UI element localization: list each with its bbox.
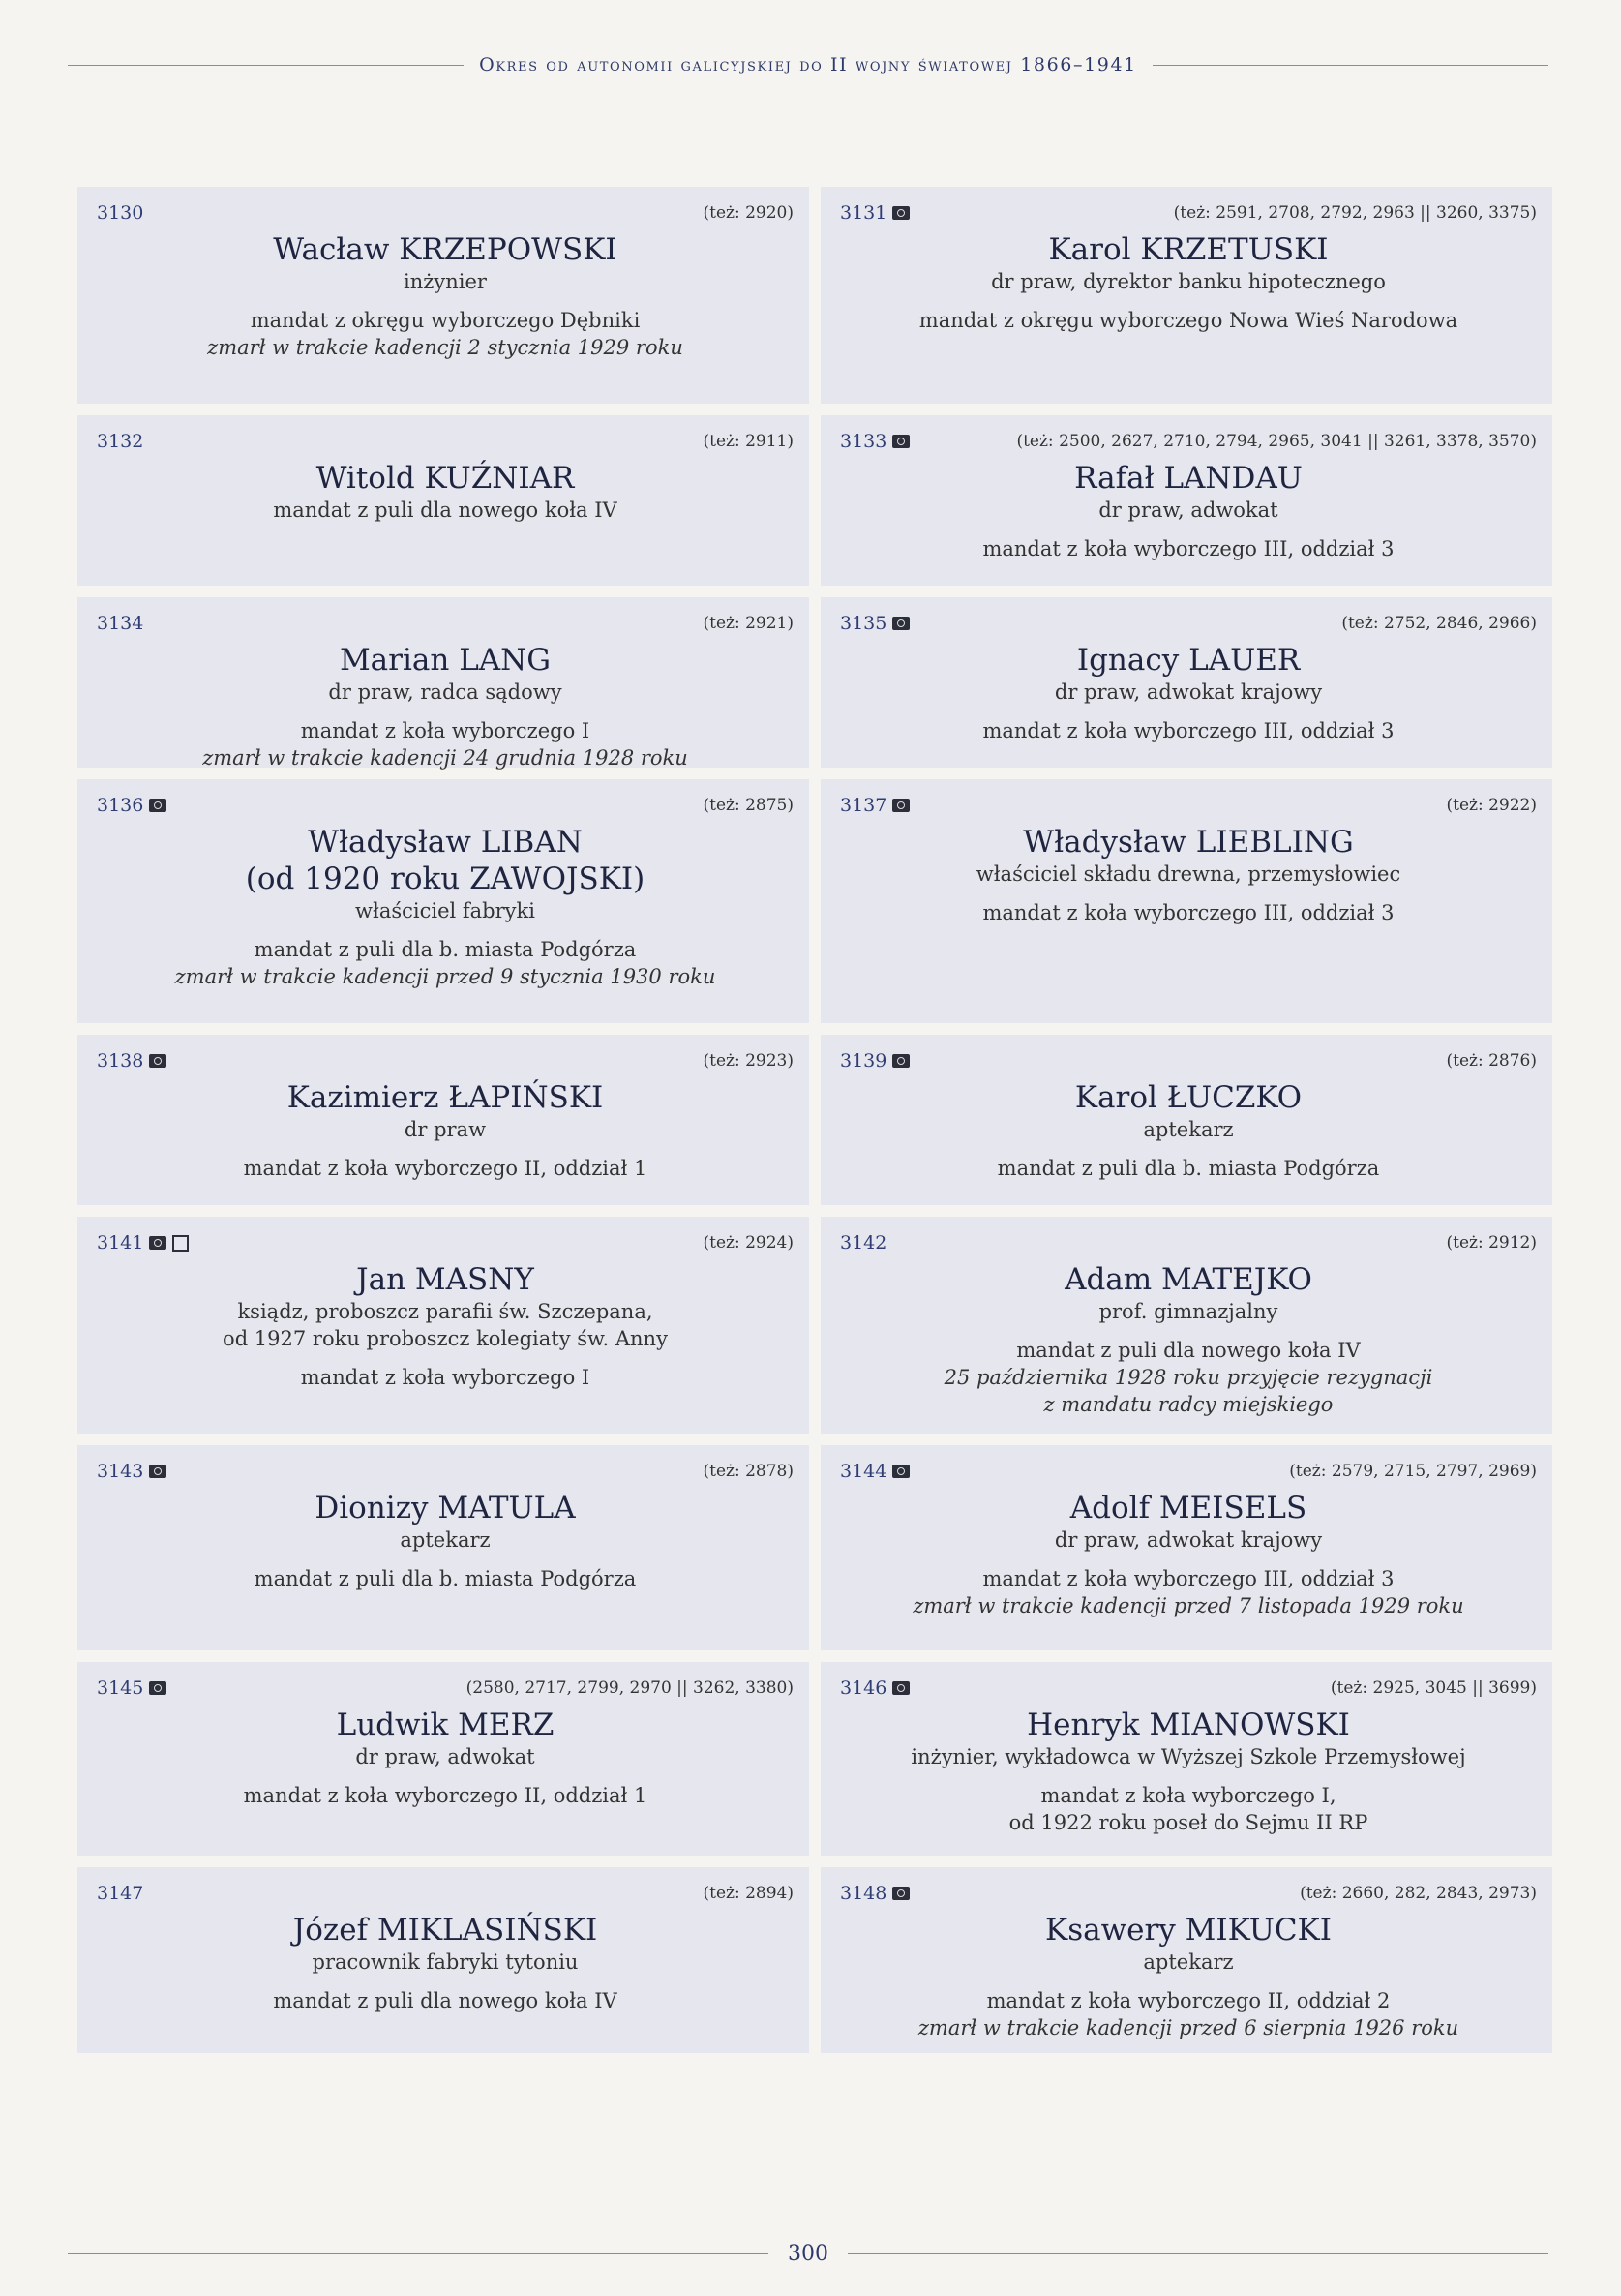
entry-refs: (też: 2878) [703,1462,794,1481]
entry-number [840,1677,910,1699]
entry-number-text: 3147 [97,1883,144,1904]
entry-card [821,187,1552,404]
entry-occupation: inżynier [404,270,487,293]
entry-card [77,415,809,586]
entry-occupation: mandat z puli dla nowego koła IV [273,498,617,522]
entry-header [97,793,794,818]
entry-body [97,460,794,524]
entry-number [840,795,910,816]
entry-header [97,1230,794,1255]
entry-occupation: od 1927 roku proboszcz kolegiaty św. Anny [223,1327,668,1350]
photo-icon [892,799,910,812]
entry-mandate: od 1922 roku poseł do Sejmu II RP [1008,1811,1368,1834]
entries-grid [77,187,1552,2053]
entry-number [97,1050,166,1072]
entry-number-text: 3130 [97,202,144,224]
entry-card [821,779,1552,1023]
photo-icon [892,1465,910,1478]
photo-icon [149,1054,166,1068]
running-title: Okres od autonomii galicyjskiej do II wojny światowej 1866–1941 [479,54,1137,76]
entry-mandate: mandat z koła wyborczego II, oddział 2 [986,1989,1391,2012]
entry-mandate: mandat z koła wyborczego II, oddział 1 [243,1784,647,1807]
entry-header [97,611,794,636]
entry-number-text: 3132 [97,431,144,452]
entry-mandate: mandat z puli dla b. miasta Podgórza [254,938,637,961]
entry-body [840,1912,1537,2041]
entry-refs: (też: 2752, 2846, 2966) [1341,614,1537,633]
entry-body [840,642,1537,744]
entry-number-text: 3145 [97,1677,144,1699]
entry-name: Ignacy LAUER [1076,643,1301,678]
entry-number [97,1232,189,1254]
photo-icon [892,1887,910,1900]
entry-mandate: mandat z koła wyborczego II, oddział 1 [243,1157,647,1180]
entry-occupation: pracownik fabryki tytoniu [312,1950,579,1974]
entry-card [77,597,809,768]
photo-icon [149,1465,166,1478]
entry-card [77,1217,809,1434]
entry-header [97,1676,794,1701]
entry-mandate: mandat z puli dla b. miasta Podgórza [997,1157,1380,1180]
entry-occupation: dr praw, adwokat krajowy [1054,680,1323,704]
entry-body [97,1079,794,1182]
entry-note: z mandatu radcy miejskiego [1043,1393,1334,1416]
entry-note: zmarł w trakcie kadencji przed 6 sierpnia 1926 roku [917,2016,1459,2039]
entry-occupation: aptekarz [1143,1118,1234,1141]
photo-icon [149,1681,166,1695]
entry-mandate: mandat z puli dla nowego koła IV [1016,1339,1361,1362]
entry-note: zmarł w trakcie kadencji przed 9 stycznia 1930 roku [174,965,716,988]
entry-occupation: aptekarz [1143,1950,1234,1974]
entry-mandate: mandat z koła wyborczego III, oddział 3 [982,1567,1395,1590]
entry-header [840,200,1537,226]
entry-note: zmarł w trakcie kadencji 24 grudnia 1928 roku [202,746,688,770]
entry-mandate: mandat z puli dla b. miasta Podgórza [254,1567,637,1590]
entry-header [840,793,1537,818]
photo-icon [892,1054,910,1068]
entry-name: Karol KRZETUSKI [1048,232,1329,267]
entry-number [840,1050,910,1072]
entry-mandate: mandat z koła wyborczego I, [1040,1784,1336,1807]
entry-header [840,429,1537,454]
photo-icon [892,1681,910,1695]
entry-body [840,460,1537,562]
entry-body [97,1490,794,1592]
entry-card [77,779,809,1023]
entry-occupation: dr praw, adwokat [1098,498,1278,522]
entry-occupation: inżynier, wykładowca w Wyższej Szkole Przemysłowej [911,1745,1466,1768]
entry-number [840,613,910,634]
entry-number-text: 3148 [840,1883,887,1904]
footer-rule-right [848,2253,1548,2254]
entry-name: Dionizy MATULA [315,1491,576,1526]
entry-mandate: mandat z koła wyborczego III, oddział 3 [982,901,1395,924]
entry-mandate: mandat z koła wyborczego I [300,719,590,742]
photo-icon [149,799,166,812]
entry-name: Władysław LIEBLING [1023,825,1354,860]
entry-number-text: 3131 [840,202,887,224]
entry-body [840,1490,1537,1619]
entry-body [840,231,1537,334]
entry-refs: (też: 2922) [1446,796,1537,815]
entry-body [97,642,794,771]
entry-header [840,1230,1537,1255]
entry-number [97,431,143,452]
page-number: 300 [788,2241,828,2266]
entry-body [840,1079,1537,1182]
entry-number-text: 3133 [840,431,887,452]
entry-refs: (też: 2500, 2627, 2710, 2794, 2965, 3041 || 3261, 3378, 3570) [1016,432,1537,451]
entry-name: Ksawery MIKUCKI [1045,1913,1332,1948]
entry-number [840,202,910,224]
photo-icon [892,435,910,448]
entry-header [97,1881,794,1906]
photo-icon [892,206,910,220]
entry-body [97,1261,794,1391]
entry-mandate: mandat z koła wyborczego III, oddział 3 [982,537,1395,560]
square-icon [172,1235,189,1252]
entry-name-alt: (od 1920 roku ZAWOJSKI) [245,861,645,896]
entry-header [840,1048,1537,1073]
entry-number [97,1677,166,1699]
entry-number [97,1461,166,1482]
entry-number [97,1883,143,1904]
entry-header [840,611,1537,636]
entry-number-text: 3142 [840,1232,887,1254]
entry-header [97,200,794,226]
entry-header [840,1881,1537,1906]
entry-number-text: 3139 [840,1050,887,1072]
entry-name: Adam MATEJKO [1065,1262,1312,1297]
entry-body [840,1707,1537,1836]
entry-occupation: ksiądz, proboszcz parafii św. Szczepana, [237,1300,653,1323]
entry-number [840,1883,910,1904]
entry-header [97,1459,794,1484]
entry-refs: (też: 2924) [703,1233,794,1253]
entry-refs: (też: 2875) [703,796,794,815]
entry-body [97,1707,794,1809]
entry-body [840,1261,1537,1418]
entry-refs: (też: 2925, 3045 || 3699) [1330,1678,1537,1698]
entry-number [97,202,143,224]
entry-header [840,1459,1537,1484]
entry-body [97,824,794,990]
entry-occupation: dr praw, dyrektor banku hipotecznego [991,270,1386,293]
entry-number-text: 3143 [97,1461,144,1482]
entry-card [821,1035,1552,1205]
entry-occupation: właściciel fabryki [355,899,535,922]
entry-refs: (też: 2591, 2708, 2792, 2963 || 3260, 3375) [1173,203,1537,223]
entry-number-text: 3135 [840,613,887,634]
entry-number [840,1461,910,1482]
photo-icon [149,1236,166,1250]
entry-body [97,1912,794,2014]
entry-card [821,1662,1552,1856]
entry-name: Henryk MIANOWSKI [1027,1707,1350,1742]
entry-occupation: dr praw, adwokat krajowy [1054,1528,1323,1552]
entry-number [97,613,143,634]
entry-name: Rafał LANDAU [1074,461,1303,496]
entry-name: Władysław LIBAN [308,825,583,860]
entry-refs: (też: 2921) [703,614,794,633]
entry-mandate: mandat z koła wyborczego I [300,1366,590,1389]
entry-card [821,597,1552,768]
entry-mandate: mandat z okręgu wyborczego Dębniki [250,309,641,332]
entry-refs: (też: 2923) [703,1051,794,1071]
photo-icon [892,617,910,630]
footer-rule-left [68,2253,768,2254]
entry-occupation: właściciel składu drewna, przemysłowiec [976,862,1401,886]
entry-name: Witold KUŹNIAR [315,461,575,496]
entry-body [97,231,794,361]
entry-card [77,1662,809,1856]
entry-number-text: 3137 [840,795,887,816]
entry-name: Ludwik MERZ [336,1707,555,1742]
entry-occupation: dr praw, radca sądowy [328,680,562,704]
entry-refs: (też: 2894) [703,1884,794,1903]
entry-mandate: mandat z koła wyborczego III, oddział 3 [982,719,1395,742]
entry-note: zmarł w trakcie kadencji 2 stycznia 1929 roku [207,336,683,359]
entry-note: 25 października 1928 roku przyjęcie rezygnacji [944,1366,1433,1389]
entry-name: Marian LANG [339,643,552,678]
entry-name: Karol ŁUCZKO [1074,1080,1303,1115]
entry-name: Józef MIKLASIŃSKI [292,1913,598,1948]
entry-number-text: 3134 [97,613,144,634]
entry-body [840,824,1537,926]
entry-refs: (2580, 2717, 2799, 2970 || 3262, 3380) [465,1678,794,1698]
entry-card [77,1035,809,1205]
entry-number-text: 3144 [840,1461,887,1482]
entry-refs: (też: 2912) [1446,1233,1537,1253]
entry-name: Wacław KRZEPOWSKI [273,232,617,267]
entry-number-text: 3146 [840,1677,887,1699]
entry-card [821,1867,1552,2053]
entry-name: Adolf MEISELS [1069,1491,1307,1526]
entry-name: Kazimierz ŁAPIŃSKI [286,1080,604,1115]
entry-refs: (też: 2579, 2715, 2797, 2969) [1289,1462,1537,1481]
entry-number [840,431,910,452]
entry-occupation: prof. gimnazjalny [1098,1300,1278,1323]
entry-occupation: aptekarz [400,1528,491,1552]
entry-number-text: 3141 [97,1232,144,1254]
entry-occupation: dr praw [404,1118,487,1141]
entry-number [840,1232,886,1254]
entry-card [821,1445,1552,1650]
entry-mandate: mandat z puli dla nowego koła IV [273,1989,617,2012]
page-header [68,48,1548,81]
entry-card [821,1217,1552,1434]
header-rule-left [68,65,464,66]
entry-card [77,187,809,404]
entry-header [97,429,794,454]
entry-name: Jan MASNY [356,1262,534,1297]
entry-refs: (też: 2920) [703,203,794,223]
entry-mandate: mandat z okręgu wyborczego Nowa Wieś Narodowa [918,309,1458,332]
entry-header [840,1676,1537,1701]
entry-refs: (też: 2911) [703,432,794,451]
entry-number-text: 3136 [97,795,144,816]
header-rule-right [1153,65,1548,66]
entry-number-text: 3138 [97,1050,144,1072]
page-footer [68,2236,1548,2271]
entry-number [97,795,166,816]
entry-note: zmarł w trakcie kadencji przed 7 listopada 1929 roku [913,1594,1464,1617]
entry-occupation: dr praw, adwokat [355,1745,535,1768]
entry-card [821,415,1552,586]
entry-refs: (też: 2660, 282, 2843, 2973) [1300,1884,1537,1903]
entry-card [77,1445,809,1650]
entry-refs: (też: 2876) [1446,1051,1537,1071]
entry-header [97,1048,794,1073]
entry-card [77,1867,809,2053]
